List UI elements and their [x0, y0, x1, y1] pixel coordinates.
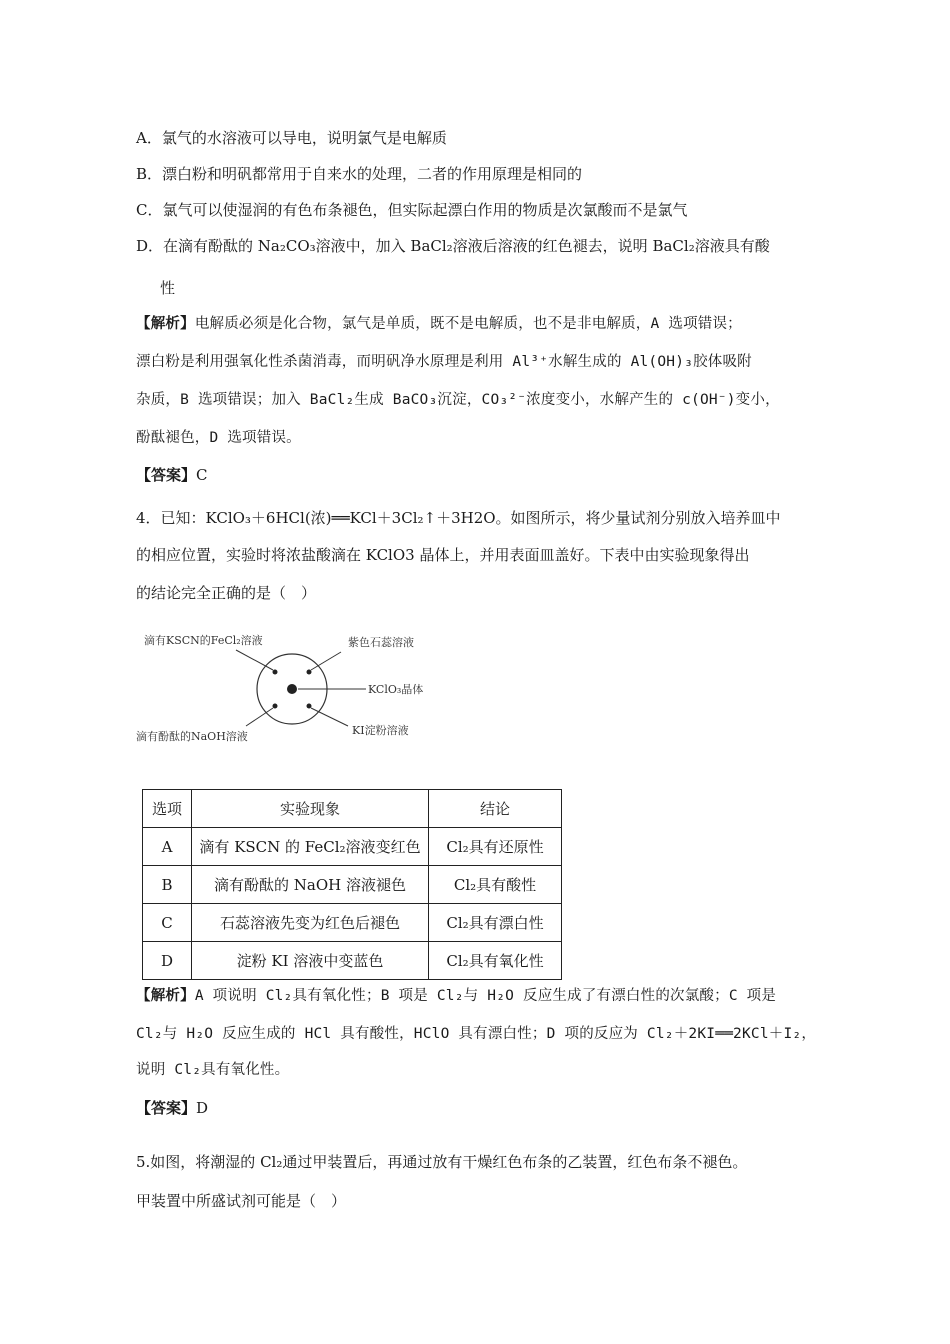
- cell-phenomenon: 石蕊溶液先变为红色后褪色: [192, 904, 429, 942]
- reagent-dot-tr: [307, 670, 312, 675]
- table-row: [143, 828, 562, 866]
- explanation-tag: 【解析】: [136, 988, 195, 1004]
- table-row: [143, 942, 562, 980]
- label-fecl2: 滴有KSCN的FeCl₂溶液: [144, 634, 263, 647]
- cell-conclusion: Cl₂具有氧化性: [429, 942, 562, 980]
- explanation-text: A 项说明 Cl₂具有氧化性；B 项是 Cl₂与 H₂O 反应生成了有漂白性的次氯酸；C 项是: [194, 988, 777, 1004]
- cell-conclusion: Cl₂具有酸性: [429, 866, 562, 904]
- explanation-text: 电解质必须是化合物，氯气是单质，既不是电解质，也不是非电解质，A 选项错误；: [194, 316, 742, 332]
- header-option: 选项: [143, 790, 192, 828]
- q4-stem-line-1: 4．已知：KClO₃＋6HCl(浓)══KCl＋3Cl₂↑＋3H2O。如图所示，将少量试剂分别放入培养皿中: [136, 509, 781, 527]
- cell-option: B: [143, 866, 192, 904]
- kclo3-crystal-dot: [287, 684, 297, 694]
- cell-option: A: [143, 828, 192, 866]
- header-conclusion: 结论: [429, 790, 562, 828]
- reagent-dot-tl: [273, 670, 278, 675]
- q3-option-d: D．在滴有酚酞的 Na₂CO₃溶液中，加入 BaCl₂溶液后溶液的红色褪去，说明 BaCl₂溶液具有酸: [136, 237, 770, 255]
- explanation-tag: 【解析】: [136, 316, 195, 332]
- q3-explanation-line-4: 酚酞褪色，D 选项错误。: [136, 430, 301, 446]
- answer-tag: 【答案】: [136, 1099, 197, 1117]
- q4-explanation-line-1: [136, 986, 776, 1006]
- leader-tr: [311, 652, 341, 670]
- table-header-row: [143, 790, 562, 828]
- q3-explanation-line-3: 杂质，B 选项错误；加入 BaCl₂生成 BaCO₃沉淀，CO₃²⁻浓度变小，水解产生的 c(OH⁻)变小，: [136, 392, 780, 408]
- label-kclo3: KClO₃晶体: [368, 683, 424, 696]
- reagent-dot-bl: [273, 704, 278, 709]
- q5-stem-line-2: 甲装置中所盛试剂可能是（ ）: [136, 1192, 347, 1210]
- table-row: [143, 904, 562, 942]
- leader-tl: [236, 650, 273, 670]
- q3-explanation-line-1: [136, 314, 742, 334]
- table-row: [143, 866, 562, 904]
- cell-phenomenon: 滴有 KSCN 的 FeCl₂溶液变红色: [192, 828, 429, 866]
- q3-answer: [136, 465, 208, 485]
- cell-conclusion: Cl₂具有漂白性: [429, 904, 562, 942]
- q4-explanation-line-2: Cl₂与 H₂O 反应生成的 HCl 具有酸性，HClO 具有漂白性；D 项的反应为 Cl₂＋2KI══2KCl＋I₂，: [136, 1026, 817, 1042]
- q3-option-a: A．氯气的水溶液可以导电，说明氯气是电解质: [136, 129, 447, 147]
- label-litmus: 紫色石蕊溶液: [348, 636, 414, 649]
- label-naoh: 滴有酚酞的NaOH溶液: [136, 730, 248, 743]
- header-phenomenon: 实验现象: [192, 790, 429, 828]
- cell-option: D: [143, 942, 192, 980]
- answer-value: C: [196, 466, 208, 484]
- q3-option-b: B．漂白粉和明矾都常用于自来水的处理，二者的作用原理是相同的: [136, 165, 583, 183]
- q3-option-c: C．氯气可以使湿润的有色布条褪色，但实际起漂白作用的物质是次氯酸而不是氯气: [136, 201, 688, 219]
- q4-stem-line-2: 的相应位置，实验时将浓盐酸滴在 KClO3 晶体上，并用表面皿盖好。下表中由实验现象得出: [136, 546, 750, 564]
- petri-dish-diagram: [136, 628, 436, 748]
- answer-tag: 【答案】: [136, 466, 197, 484]
- cell-phenomenon: 滴有酚酞的 NaOH 溶液褪色: [192, 866, 429, 904]
- q4-answer: [136, 1098, 208, 1118]
- q4-stem-line-3: 的结论完全正确的是（ ）: [136, 584, 317, 602]
- cell-conclusion: Cl₂具有还原性: [429, 828, 562, 866]
- q5-stem-line-1: 5.如图，将潮湿的 Cl₂通过甲装置后，再通过放有干燥红色布条的乙装置，红色布条不褪色。: [136, 1153, 748, 1171]
- cell-option: C: [143, 904, 192, 942]
- leader-br: [311, 708, 348, 726]
- label-ki-starch: KI淀粉溶液: [352, 724, 409, 737]
- q4-explanation-line-3: 说明 Cl₂具有氧化性。: [136, 1062, 290, 1078]
- answer-value: D: [196, 1099, 209, 1117]
- reagent-dot-br: [307, 704, 312, 709]
- q3-option-d-cont: 性: [160, 279, 176, 297]
- cell-phenomenon: 淀粉 KI 溶液中变蓝色: [192, 942, 429, 980]
- q3-explanation-line-2: 漂白粉是利用强氧化性杀菌消毒，而明矾净水原理是利用 Al³⁺水解生成的 Al(OH)₃胶体吸附: [136, 354, 752, 370]
- q4-options-table: [142, 789, 562, 980]
- leader-bl: [246, 708, 273, 726]
